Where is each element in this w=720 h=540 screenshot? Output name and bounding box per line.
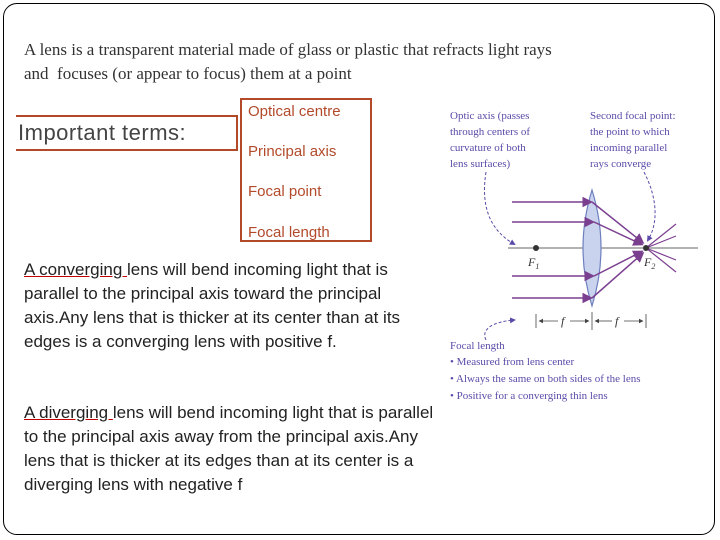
focal-length-note-3: • Positive for a converging thin lens bbox=[450, 390, 608, 402]
focal-point-pointer bbox=[644, 172, 655, 240]
focal-length-f-right: f bbox=[615, 314, 619, 328]
converging-paragraph bbox=[24, 258, 444, 354]
intro-text: A lens is a transparent material made of glass or plastic that refracts light rays and focuses (or appear to focus) them at a point bbox=[24, 40, 552, 83]
second-focal-label-line3: incoming parallel bbox=[590, 142, 668, 154]
ray-diverge-2 bbox=[646, 236, 676, 248]
optic-axis-label-line3: curvature of both bbox=[450, 142, 526, 154]
second-focal-label-line4: rays converge bbox=[590, 158, 652, 170]
term-principal-axis: Principal axis bbox=[248, 143, 337, 160]
second-focal-label-line2: the point to which bbox=[590, 126, 670, 138]
term-focal-point: Focal point bbox=[248, 183, 322, 200]
term-focal-length: Focal length bbox=[248, 224, 330, 241]
diverging-text: lens will bend incoming light that is parallel to the principal axis away from the principal axis.Any lens that is thicker at its edges than at its center is a diverging lens with negative f bbox=[24, 403, 434, 494]
optic-axis-label-line1: Optic axis (passes bbox=[450, 110, 530, 122]
second-focal-label-line1: Second focal point: bbox=[590, 110, 676, 122]
optic-axis-pointer bbox=[484, 172, 514, 244]
focal-point-2-dot bbox=[643, 245, 649, 251]
lens-diagram bbox=[446, 104, 710, 414]
diverging-term: A diverging bbox=[24, 403, 113, 422]
focal-length-pointer bbox=[485, 320, 514, 340]
optic-axis-label-line2: through centers of bbox=[450, 126, 531, 138]
focal-point-1-dot bbox=[533, 245, 539, 251]
diverging-paragraph bbox=[24, 401, 444, 497]
focal-length-note-2: • Always the same on both sides of the lens bbox=[450, 373, 641, 385]
term-optical-centre: Optical centre bbox=[248, 103, 341, 120]
terms-list bbox=[240, 98, 372, 242]
optic-axis-label-line4: lens surfaces) bbox=[450, 158, 511, 170]
focal-length-note-title: Focal length bbox=[450, 340, 505, 352]
focal-length-note-1: • Measured from lens center bbox=[450, 356, 575, 368]
converging-term: A converging bbox=[24, 260, 128, 279]
f1-label: $F_1$ bbox=[528, 255, 540, 271]
converging-text: lens will bend incoming light that is parallel to the principal axis toward the principal axis.Any lens that is thicker at its center than at its edges is a converging lens with positive f. bbox=[24, 260, 401, 351]
f2-label: $F_2$ bbox=[644, 255, 656, 271]
focal-length-f-left: f bbox=[561, 314, 565, 328]
important-terms-label: Important terms: bbox=[10, 115, 238, 151]
